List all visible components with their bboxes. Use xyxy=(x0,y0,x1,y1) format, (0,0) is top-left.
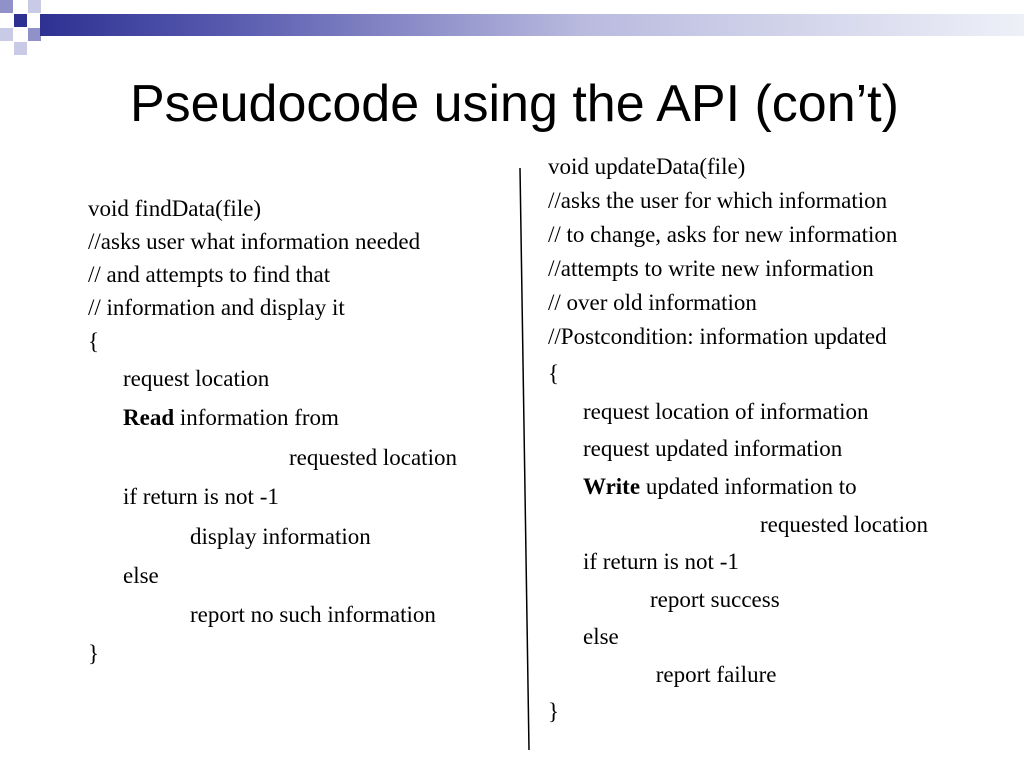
code-line: if return is not -1 xyxy=(123,484,279,509)
code-line: void findData(file) xyxy=(88,196,262,221)
code-line: { xyxy=(548,361,560,386)
code-line: } xyxy=(548,699,560,724)
code-line: request location xyxy=(123,366,270,391)
code-text: information from xyxy=(179,405,339,430)
code-line: display information xyxy=(190,524,371,549)
code-line: requested location xyxy=(289,445,457,470)
code-line: request location of information xyxy=(583,399,869,424)
code-line: request updated information xyxy=(583,436,843,461)
code-line: report failure xyxy=(650,662,777,687)
code-line: if return is not -1 xyxy=(583,549,739,574)
code-line: } xyxy=(88,641,100,666)
code-line: requested location xyxy=(760,512,928,537)
write-keyword: Write xyxy=(583,474,641,499)
code-line xyxy=(583,475,857,498)
code-text: updated information to xyxy=(645,474,857,499)
code-line: // and attempts to find that xyxy=(88,262,331,287)
code-line: // information and display it xyxy=(88,295,345,320)
code-line: report no such information xyxy=(190,602,436,627)
code-line: // over old information xyxy=(548,290,757,315)
code-line: //asks user what information needed xyxy=(88,229,421,254)
code-line: else xyxy=(123,563,159,588)
code-line: void updateData(file) xyxy=(548,154,746,179)
slide-title: Pseudocode using the API (con’t) xyxy=(130,75,899,133)
code-line: //asks the user for which information xyxy=(548,188,888,213)
code-line: // to change, asks for new information xyxy=(548,222,898,247)
code-line: { xyxy=(88,329,100,354)
read-keyword: Read xyxy=(123,405,175,430)
code-line: else xyxy=(583,624,619,649)
code-line: //Postcondition: information updated xyxy=(548,324,887,349)
code-line: report success xyxy=(650,587,780,612)
code-line: //attempts to write new information xyxy=(548,256,874,281)
